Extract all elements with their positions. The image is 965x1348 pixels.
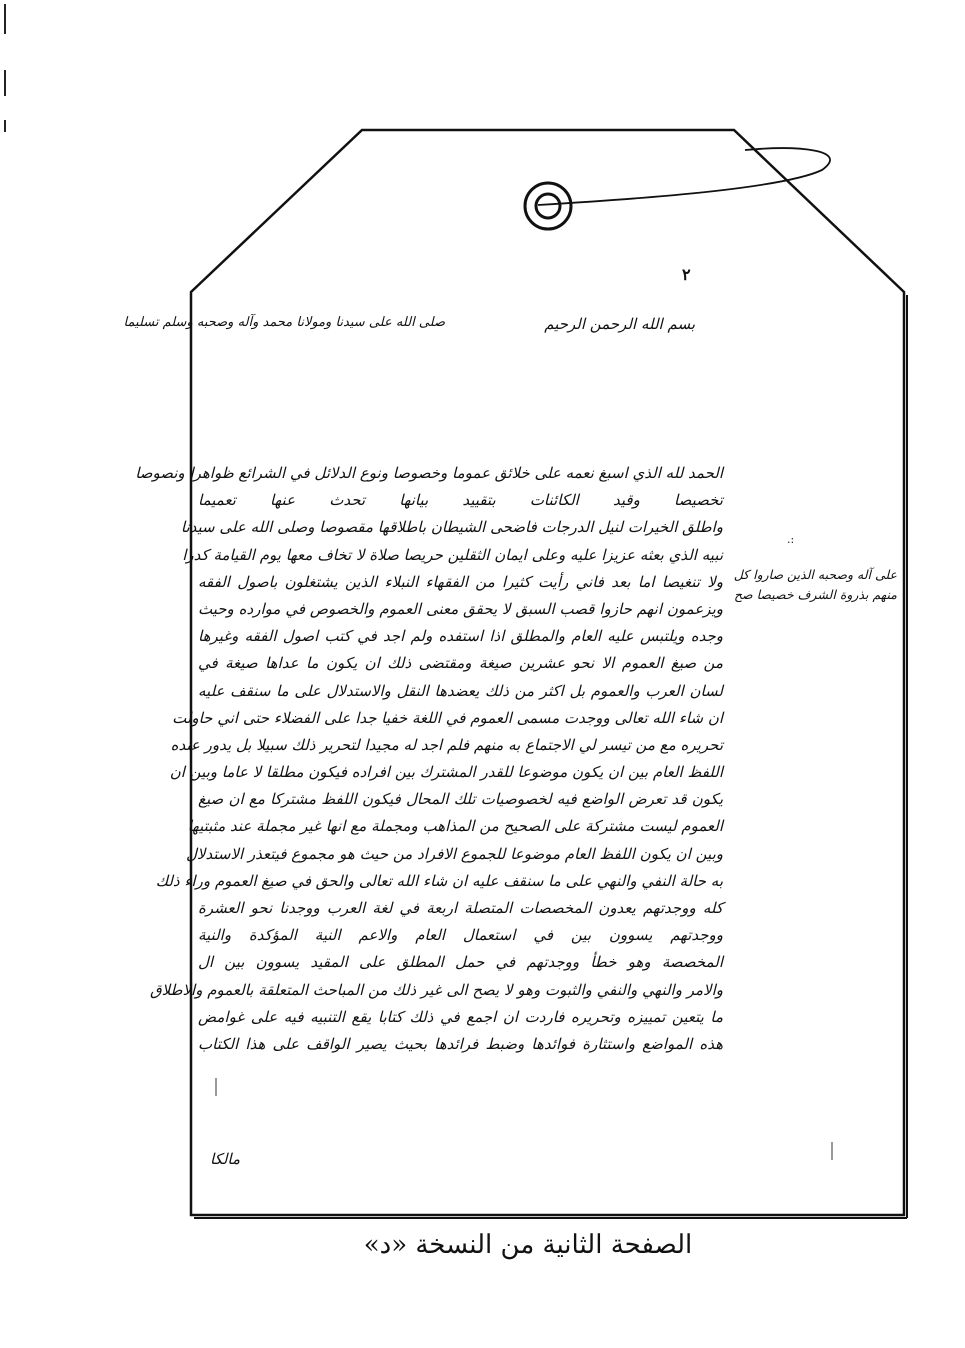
- text-line: المخصصة وهو خطأ ووجدتهم في حمل المطلق على المقيد يسوون بين ال: [198, 953, 723, 972]
- basmala: بسم الله الرحمن الرحيم: [544, 315, 695, 333]
- text-line: نبيه الذي بعثه عزيزا عليه وعلى ايمان الثقلين حريصا صلاة لا تخاف معها يوم القيامة كدرا: [182, 545, 723, 564]
- text-line: واطلق الخيرات لنيل الدرجات فاضحى الشيطان باطلاقها مقصوصا وصلى الله على سيدنا: [180, 518, 723, 537]
- text-line: كله ووجدتهم يعدون المخصصات المتصلة اربعة في لغة العرب ووجدنا نحو العشرة: [198, 899, 723, 917]
- text-line: تحريره مع من تيسر لي الاجتماع به منهم فلم اجد له مجيدا لتحرير ذلك سبيلا بل يدور عنده: [170, 735, 723, 754]
- manuscript-text-block: [135, 460, 723, 1058]
- tag-eyelet-outer: [525, 183, 571, 229]
- text-line: ولا تنغيصا اما بعد فاني رأيت كثيرا من الفقهاء النبلاء الذين يشتغلون باصول الفقه: [198, 572, 723, 591]
- text-line: من صيغ العموم الا نحو عشرين صيغة ومقتضى ذلك ان يكون ما عداها صيغة في: [198, 654, 723, 673]
- text-line: ان شاء الله تعالى ووجدت مسمى العموم في اللغة خفيا جدا على الفضلاء حتى اني حاولت: [172, 708, 723, 727]
- scan-edge-mark-top: [4, 4, 6, 34]
- text-line: العموم ليست مشتركة على الصحيح من المذاهب ومجملة مع انها غير مجملة عند مثبتيها: [187, 817, 723, 836]
- margin-note: [712, 565, 897, 605]
- text-line: الحمد لله الذي اسبغ نعمه على خلائق عموما وخصوصا ونوع الدلائل في الشرائع ظواهرا ونصوصا: [135, 464, 723, 482]
- text-line: اللفظ العام بين ان يكون موضوعا للقدر المشترك بين افراده فيكون مطلقا لا عاما وبين ان: [169, 763, 723, 782]
- margin-dots: .:: [787, 533, 795, 546]
- text-line: ويزعمون انهم حازوا قصب السبق لا يحقق معنى العموم والخصوص في موارده وحيث: [198, 599, 723, 618]
- text-line: ما يتعين تمييزه وتحريره فاردت ان اجمع في ذلك كتابا يقع التنبيه فيه على غوامض: [198, 1007, 723, 1026]
- text-line: به حالة النفي والنهي على ما سنقف عليه ان شاء الله تعالى والحق في صيغ العموم وراء ذلك: [155, 871, 723, 890]
- scan-edge-mark-middle: [4, 70, 6, 96]
- text-line: والامر والنهي والنفي والثبوت وهو لا يصح الى غير ذلك من المباحث المتعلقة بالعموم والاطلاق: [149, 980, 723, 999]
- text-line: لسان العرب والعموم بل اكثر من ذلك يعضدها النقل والاستدلال على ما سنقف عليه: [198, 681, 723, 700]
- margin-note-line: منهم بذروة الشرف خصيصا صح: [733, 587, 897, 602]
- scan-edge-mark-lower: [4, 120, 6, 132]
- text-line: وبين ان يكون اللفظ العام موضوعا للجموع الافراد من حيث هو مجموع فيتعذر الاستدلال: [186, 844, 723, 863]
- tag-eyelet-inner: [536, 194, 560, 218]
- text-line: وجده ويلتبس عليه العام والمطلق اذا استفده ولم اجد في كتب اصول الفقه وغيرها: [198, 627, 723, 646]
- catchword: مالكا: [210, 1150, 241, 1168]
- page-number: ٢: [682, 265, 691, 284]
- text-line: تخصيصا وقيد الكائنات بتقييد بيانها تحدث عنها تعميما: [198, 491, 723, 510]
- tag-string: [538, 148, 830, 205]
- page-caption: الصفحة الثانية من النسخة «د»: [363, 1230, 693, 1260]
- text-line: ووجدتهم يسوون بين في استعمال العام والاعم النية المؤكدة والنية: [198, 926, 723, 945]
- text-line: يكون قد تعرض الواضع فيه لخصوصيات تلك المحال فيكون اللفظ مشتركا مع ان صيغ: [198, 790, 723, 809]
- margin-note-line: على آله وصحبه الذين صاروا كل: [733, 567, 897, 582]
- salawat-line: صلى الله على سيدنا ومولانا محمد وآله وصحبه وسلم تسليما: [123, 315, 445, 330]
- text-line: هذه المواضع واستثارة فوائدها وضبط فرائدها بحيث يصير الواقف على هذا الكتاب: [198, 1034, 723, 1053]
